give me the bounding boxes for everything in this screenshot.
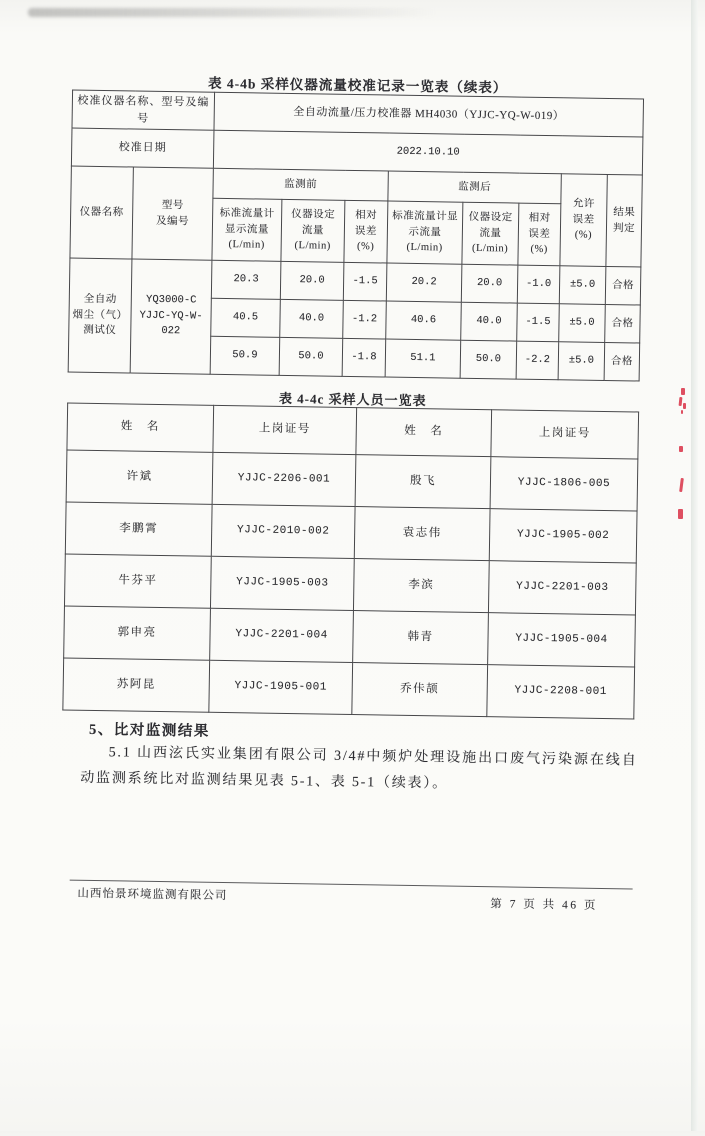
personnel-table [62, 403, 639, 720]
cert-number: YJJC-2208-001 [487, 665, 635, 719]
cell: 50.0 [460, 340, 517, 379]
result-cell: 合格 [604, 342, 640, 381]
header-after-monitoring: 监测后 [388, 171, 561, 204]
device-name: 全自动 烟尘（气） 测试仪 [68, 258, 132, 373]
calibrator-label: 校准仪器名称、型号及编号 [72, 90, 215, 130]
section-paragraph: 5.1 山西泫氏实业集团有限公司 3/4#中频炉处理设施出口废气污染源在线自动监测系统比对监测结果见表 5-1、表 5-1（续表）。 [80, 745, 638, 792]
header-allowed-error: 允许 误差 (%) [560, 174, 607, 267]
person-name: 袁志伟 [354, 507, 490, 561]
cell: -1.5 [517, 303, 560, 342]
calibration-date-value: 2022.10.10 [213, 130, 643, 175]
header-result: 结果 判定 [606, 174, 642, 267]
subheader-set-flow-before: 仪器设定 流量 (L/min) [281, 199, 345, 262]
cell: 20.0 [461, 264, 518, 303]
cert-number: YJJC-2206-001 [212, 452, 356, 506]
subheader-set-flow-after: 仪器设定 流量 (L/min) [462, 202, 519, 265]
table-row [66, 450, 638, 511]
cell: -1.0 [517, 265, 560, 304]
cell: ±5.0 [559, 304, 606, 343]
cell: -1.8 [342, 338, 386, 377]
person-name: 许斌 [66, 450, 213, 504]
calibration-table-title: 表 4-4b 采样仪器流量校准记录一览表（续表） [207, 75, 508, 96]
calibration-table [68, 90, 644, 382]
cell: 50.0 [279, 337, 343, 376]
device-model: YQ3000-C YJJC-YQ-W-022 [130, 259, 212, 374]
table-row [64, 554, 636, 615]
header-before-monitoring: 监测前 [213, 168, 388, 201]
table-row [64, 606, 636, 667]
cert-number: YJJC-1905-003 [210, 556, 354, 610]
table-row [69, 258, 641, 305]
subheader-std-flow-after: 标准流量计显 示流量 (L/min) [387, 201, 463, 264]
cell: 40.6 [386, 301, 462, 340]
person-name: 郭申亮 [64, 606, 211, 660]
person-name: 牛芬平 [64, 554, 211, 608]
cert-number: YJJC-1905-004 [488, 613, 636, 667]
personnel-table-title: 表 4-4c 采样人员一览表 [278, 390, 427, 409]
footer-page-number: 第 7 页 共 46 页 [490, 898, 599, 912]
table-row [65, 502, 637, 563]
cell: -2.2 [516, 341, 559, 380]
cell: ±5.0 [559, 266, 606, 305]
result-cell: 合格 [605, 266, 641, 305]
calibrator-value: 全自动流量/压力校准器 MH4030（YJJC-YQ-W-019） [214, 92, 644, 137]
cell: 40.5 [211, 298, 281, 337]
header-model-number: 型号 及编号 [132, 167, 213, 260]
table-row [63, 658, 635, 719]
result-cell: 合格 [605, 304, 641, 343]
header-cert-left: 上岗证号 [213, 405, 357, 454]
cell: -1.5 [343, 262, 387, 301]
cell: -1.2 [343, 300, 387, 339]
footer-company-name: 山西怡景环境监测有限公司 [77, 887, 228, 903]
cell: 20.2 [386, 263, 462, 302]
calibration-date-label: 校准日期 [71, 128, 214, 168]
person-name: 苏阿昆 [63, 658, 210, 712]
section-heading: 5、比对监测结果 [88, 721, 210, 740]
header-name-right: 姓 名 [356, 408, 492, 457]
cert-number: YJJC-2010-002 [211, 504, 355, 558]
cert-number: YJJC-2201-003 [488, 561, 636, 615]
cert-number: YJJC-1905-002 [489, 509, 637, 563]
person-name: 乔佧颉 [352, 663, 488, 717]
cell: 40.0 [461, 302, 518, 341]
person-name: 李滨 [353, 559, 489, 613]
person-name: 殷飞 [355, 455, 491, 509]
cell: ±5.0 [558, 342, 605, 381]
cell: 20.3 [211, 260, 281, 299]
header-cert-right: 上岗证号 [491, 410, 639, 459]
subheader-rel-error-before: 相对 误差 (%) [344, 200, 388, 263]
cert-number: YJJC-1905-001 [209, 660, 353, 714]
cell: 51.1 [385, 339, 461, 378]
person-name: 韩青 [353, 611, 489, 665]
cell: 20.0 [280, 261, 344, 300]
subheader-std-flow-before: 标准流量计 显示流量 (L/min) [212, 198, 282, 261]
cell: 50.9 [210, 336, 280, 375]
subheader-rel-error-after: 相对 误差 (%) [518, 203, 561, 266]
header-instrument-name: 仪器名称 [70, 166, 133, 259]
cell: 40.0 [280, 299, 344, 338]
cert-number: YJJC-2201-004 [210, 608, 354, 662]
person-name: 李鹏霄 [65, 502, 212, 556]
header-name-left: 姓 名 [67, 403, 214, 452]
cert-number: YJJC-1806-005 [490, 457, 638, 511]
